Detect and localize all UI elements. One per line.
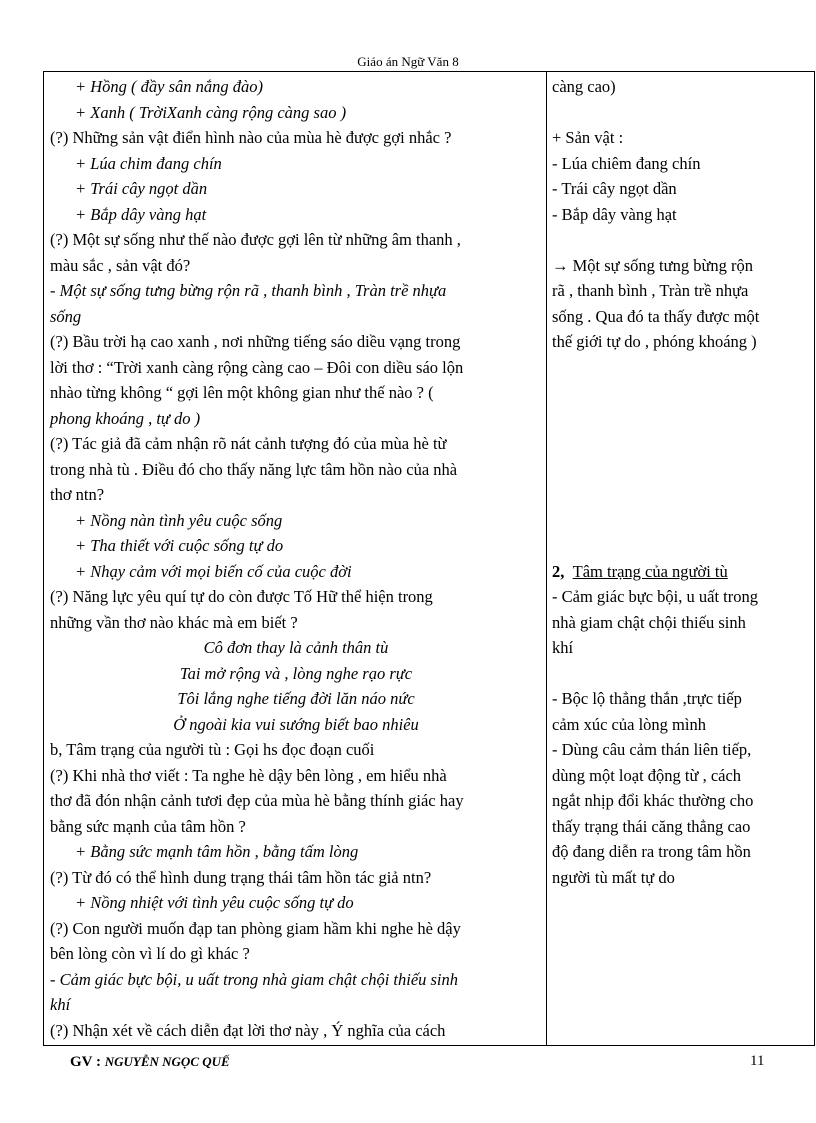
answer: sống — [50, 306, 82, 326]
right-line: nhà giam chật chội thiếu sinh — [552, 612, 746, 632]
question: (?) Những sản vật điển hình nào của mùa hè được gợi nhắc ? — [50, 128, 452, 147]
right-line: độ đang diễn ra trong tâm hồn — [552, 842, 751, 861]
teacher-label: GV : — [70, 1054, 101, 1070]
teacher-credit — [70, 1054, 230, 1071]
question: trong nhà tù . Điều đó cho thấy năng lực tâm hồn nào của nhà — [50, 459, 458, 479]
left-line: + Nồng nàn tình yêu cuộc sống — [75, 510, 283, 530]
page-header: Giáo án Ngữ Văn 8 — [357, 54, 459, 69]
question: nhào từng không “ gợi lên một không gian như thế nào ? ( — [50, 383, 434, 402]
right-line: dùng một loạt động từ , cách — [552, 765, 742, 785]
left-line: + Xanh ( TrờiXanh càng rộng càng sao ) — [75, 102, 347, 122]
poem-line: Cô đơn thay là cảnh thân tù — [203, 638, 389, 657]
left-column — [50, 74, 542, 1043]
left-line: + Lúa chim đang chín — [75, 153, 222, 173]
question: thơ đã đón nhận cảnh tươi đẹp của mùa hè bằng thính giác hay — [50, 791, 464, 810]
heading-number: 2, — [552, 561, 565, 581]
question: (?) Tác giả đã cảm nhận rõ nát cảnh tượng đó của mùa hè từ — [50, 434, 447, 453]
right-line: → Một sự sống tưng bừng rộn — [552, 255, 754, 275]
right-line: - Trái cây ngọt dần — [552, 179, 677, 198]
right-line: cảm xúc của lòng mình — [552, 714, 706, 734]
right-line: - Cảm giác bực bội, u uất trong — [552, 587, 758, 606]
question: (?) Con người muốn đạp tan phòng giam hầm khi nghe hè dậy — [50, 918, 461, 938]
question: (?) Nhận xét về cách diễn đạt lời thơ này , Ý nghĩa của cách — [50, 1020, 446, 1040]
poem-line: Tôi lắng nghe tiếng đời lăn náo nức — [177, 689, 415, 708]
question: lời thơ : “Trời xanh càng rộng càng cao – Đôi con diều sáo lộn — [50, 357, 464, 377]
left-line: + Nhạy cảm với mọi biến cố của cuộc đời — [75, 561, 352, 581]
right-line: người tù mất tự do — [552, 867, 675, 887]
question: (?) Bầu trời hạ cao xanh , nơi những tiếng sáo diều vạng trong — [50, 332, 461, 351]
poem-line: Tai mở rộng và , lòng nghe rạo rực — [179, 663, 413, 683]
question: (?) Năng lực yêu quí tự do còn được Tố Hữ thể hiện trong — [50, 587, 433, 606]
right-line: càng cao) — [552, 77, 616, 96]
left-line: + Bằng sức mạnh tâm hồn , bằng tấm lòng — [75, 842, 359, 861]
right-line: - Dùng câu cảm thán liên tiếp, — [552, 740, 752, 759]
right-line: - Lúa chiêm đang chín — [552, 153, 701, 173]
right-line: ngắt nhịp đổi khác thường cho — [552, 791, 754, 810]
left-line: + Hồng ( đầy sân nắng đào) — [75, 77, 264, 96]
question: bên lòng còn vì lí do gì khác ? — [50, 944, 250, 963]
right-line: - Bắp dây vàng hạt — [552, 204, 677, 224]
question: những vần thơ nào khác mà em biết ? — [50, 612, 298, 632]
right-line: khí — [552, 638, 574, 657]
question: (?) Khi nhà thơ viết : Ta nghe hè dậy bên lòng , em hiểu nhà — [50, 765, 447, 785]
question: bằng sức mạnh của tâm hồn ? — [50, 816, 246, 836]
answer: phong khoáng , tự do ) — [50, 408, 201, 428]
question: màu sắc , sản vật đó? — [50, 255, 191, 275]
right-column — [552, 74, 814, 890]
right-line: sống . Qua đó ta thấy được một — [552, 306, 760, 326]
poem-line: Ở ngoài kia vui sướng biết bao nhiêu — [173, 714, 419, 734]
right-line: thế giới tự do , phóng khoáng ) — [552, 332, 757, 351]
left-line: + Tha thiết với cuộc sống tự do — [75, 536, 284, 555]
left-line: + Nồng nhiệt với tình yêu cuộc sống tự do — [75, 893, 354, 912]
right-heading — [552, 559, 814, 585]
page-number: 11 — [750, 1053, 765, 1069]
section-heading: b, Tâm trạng của người tù : Gọi hs đọc đoạn cuối — [50, 740, 375, 759]
teacher-name: NGUYỄN NGỌC QUẾ — [104, 1054, 230, 1069]
question: (?) Một sự sống như thế nào được gợi lên từ những âm thanh , — [50, 230, 461, 249]
question: (?) Từ đó có thể hình dung trạng thái tâm hồn tác giả ntn? — [50, 867, 432, 887]
right-line: - Bộc lộ thẳng thắn ,trực tiếp — [552, 689, 742, 708]
column-divider — [546, 72, 547, 1045]
left-line: + Trái cây ngọt dần — [75, 179, 208, 198]
right-line: + Sản vật : — [552, 128, 624, 147]
left-line: + Bắp dây vàng hạt — [75, 204, 207, 224]
right-line: rã , thanh bình , Tràn trề nhựa — [552, 281, 749, 300]
right-line: thấy trạng thái căng thẳng cao — [552, 816, 751, 836]
heading-text: Tâm trạng của người tù — [572, 561, 728, 581]
lesson-table — [43, 71, 815, 1046]
question: thơ ntn? — [50, 485, 105, 504]
answer: khí — [50, 995, 71, 1014]
answer: - Một sự sống tưng bừng rộn rã , thanh bình , Tràn trề nhựa — [50, 281, 447, 300]
answer: - Cảm giác bực bội, u uất trong nhà giam chật chội thiếu sinh — [50, 969, 459, 989]
